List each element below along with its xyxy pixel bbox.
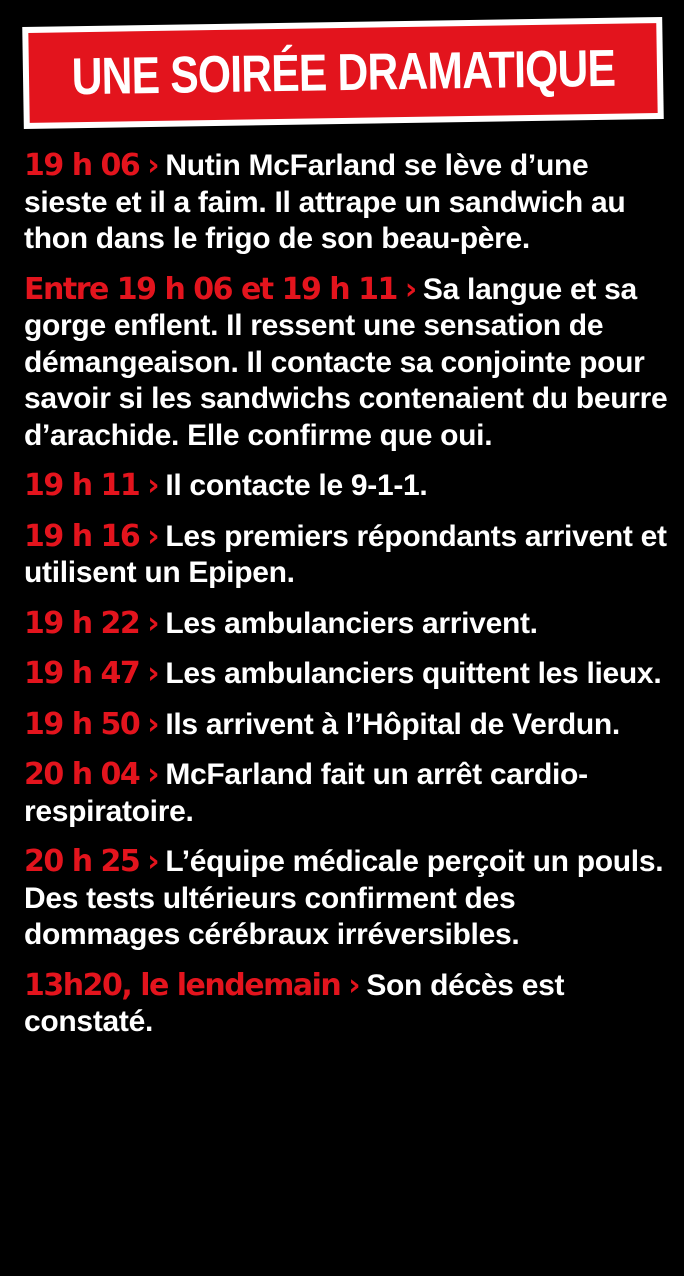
title-banner-fill	[28, 23, 657, 123]
entry-text: L’équipe médicale perçoit un pouls. Des tests ultérieurs confirment des dommages cérébraux irréversibles.	[24, 845, 664, 951]
entry-text: Il contacte le 9-1-1.	[165, 469, 428, 502]
page-title: UNE SOIRÉE DRAMATIQUE	[70, 39, 616, 107]
entry-time: 13h20, le lendemain	[24, 967, 341, 1003]
entry-time: 19 h 06	[24, 148, 140, 183]
entry-time: 19 h 16	[24, 518, 140, 554]
entry-time: 19 h 50	[24, 706, 140, 742]
entry-text: Les ambulanciers quittent les lieux.	[165, 657, 662, 690]
entry-text: Sa langue et sa gorge enflent. Il ressent une sensation de démangeaison. Il contacte sa conjointe pour savoir si les sandwichs contenaient du beurre d’arachide. Elle confirme que oui.	[24, 272, 668, 452]
chevron-right-icon: ›	[147, 706, 160, 742]
chevron-right-icon: ›	[147, 518, 160, 554]
entry-text: Les ambulanciers arrivent.	[165, 606, 538, 640]
timeline-entry	[24, 148, 674, 258]
timeline-entry	[24, 656, 674, 693]
entry-text: Son décès est constaté.	[24, 968, 565, 1038]
chevron-right-icon: ›	[404, 271, 417, 307]
timeline	[24, 148, 674, 1055]
entry-time: 19 h 47	[24, 656, 140, 691]
entry-text: McFarland fait un arrêt cardio-respiratoire.	[24, 758, 588, 828]
entry-text: Ils arrivent à l’Hôpital de Verdun.	[165, 707, 620, 741]
entry-time: 20 h 04	[24, 757, 140, 792]
chevron-right-icon: ›	[147, 757, 160, 792]
timeline-entry	[24, 519, 674, 592]
timeline-entry	[24, 757, 674, 830]
chevron-right-icon: ›	[147, 468, 160, 503]
entry-time: 19 h 11	[24, 468, 140, 503]
entry-time: 20 h 25	[24, 844, 140, 879]
timeline-entry	[24, 844, 674, 954]
entry-text: Les premiers répondants arrivent et utilisent un Epipen.	[24, 519, 667, 589]
timeline-entry	[24, 968, 674, 1041]
timeline-entry	[24, 468, 674, 505]
chevron-right-icon: ›	[147, 605, 160, 641]
title-banner	[22, 17, 664, 129]
timeline-entry	[24, 272, 674, 455]
chevron-right-icon: ›	[348, 967, 361, 1003]
entry-text: Nutin McFarland se lève d’une sieste et il a faim. Il attrape un sandwich au thon dans le frigo de son beau-père.	[24, 149, 626, 255]
timeline-entry	[24, 707, 674, 744]
chevron-right-icon: ›	[147, 148, 160, 183]
timeline-entry	[24, 606, 674, 643]
entry-time: Entre 19 h 06 et 19 h 11	[24, 271, 397, 307]
chevron-right-icon: ›	[147, 844, 160, 879]
entry-time: 19 h 22	[24, 605, 140, 641]
chevron-right-icon: ›	[147, 656, 160, 691]
